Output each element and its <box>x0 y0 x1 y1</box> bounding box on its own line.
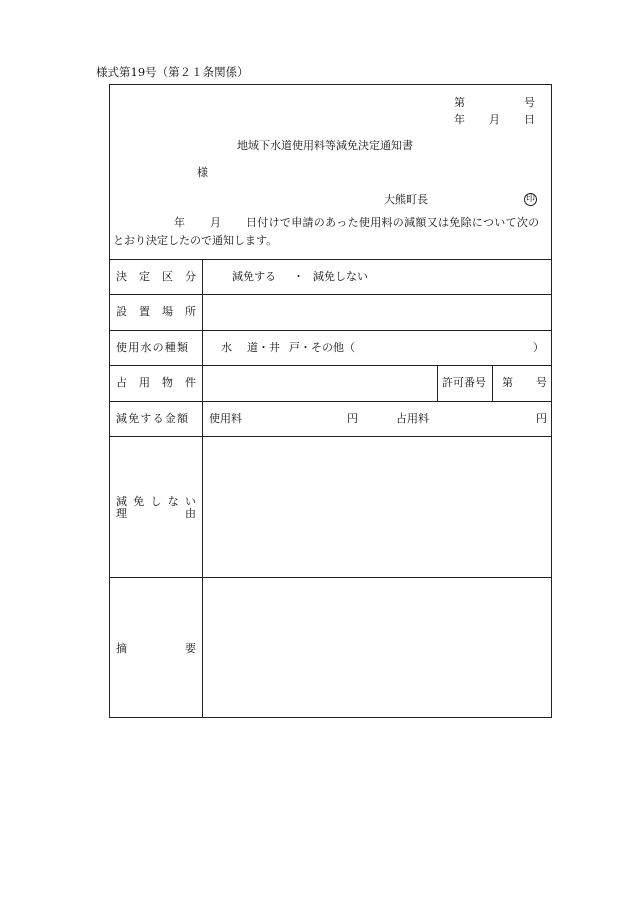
water-type-label: 使用水の種類 <box>116 341 190 354</box>
rule-row4-top <box>109 365 552 366</box>
usage-fee-label: 使用料 <box>209 412 242 425</box>
water-option-2: 道・井 <box>247 341 280 354</box>
date-year: 年 <box>454 113 465 126</box>
amount-label: 減免する金額 <box>116 412 190 425</box>
permit-suffix: 号 <box>536 376 547 389</box>
permit-prefix: 第 <box>502 376 513 389</box>
number-suffix: 号 <box>524 96 535 109</box>
form-number: 様式第19号（第２１条関係） <box>96 65 249 79</box>
water-option-3: 戸・その他（ <box>289 341 355 354</box>
reason-label-line2: 理 由 <box>116 507 196 520</box>
date-month: 月 <box>489 113 500 126</box>
rule-row5-top <box>109 401 552 402</box>
location-label: 設 置 場 所 <box>116 305 196 318</box>
rule-permit-right <box>492 365 493 401</box>
rule-label-column <box>202 259 203 718</box>
body-month: 月 <box>210 216 221 229</box>
decision-label: 決 定 区 分 <box>116 270 196 283</box>
occupancy-fee-label: 占用料 <box>396 412 429 425</box>
rule-permit-left <box>437 365 438 401</box>
seal-mark: 印 <box>525 194 535 204</box>
usage-fee-yen: 円 <box>347 412 358 425</box>
rule-row1-top <box>109 259 552 260</box>
water-option-1: 水 <box>221 341 232 354</box>
rule-row3-top <box>109 330 552 331</box>
addressee-honorific: 様 <box>197 166 208 179</box>
option-separator: ・ <box>293 270 304 283</box>
date-day: 日 <box>524 113 535 126</box>
occupancy-fee-yen: 円 <box>536 412 547 425</box>
rule-row2-top <box>109 294 552 295</box>
occupancy-label: 占 用 物 件 <box>116 376 196 389</box>
option-reduce: 減免する <box>232 270 276 283</box>
body-year: 年 <box>174 216 185 229</box>
water-close-paren: ） <box>533 341 544 354</box>
rule-row6-top <box>109 436 552 437</box>
issuer-name: 大熊町長 <box>384 193 428 206</box>
body-line2: とおり決定したので通知します。 <box>113 234 278 247</box>
document-title: 地域下水道使用料等減免決定通知書 <box>237 139 413 152</box>
remarks-label: 摘 要 <box>116 642 196 655</box>
option-no-reduce: 減免しない <box>313 270 368 283</box>
number-prefix: 第 <box>454 96 465 109</box>
permit-number-label: 許可番号 <box>442 376 486 389</box>
reason-label-line1: 減 免 し な い <box>116 495 196 508</box>
rule-row7-top <box>109 577 552 578</box>
body-line1: 日付けで申請のあった使用料の減額又は免除について次の <box>246 216 540 229</box>
